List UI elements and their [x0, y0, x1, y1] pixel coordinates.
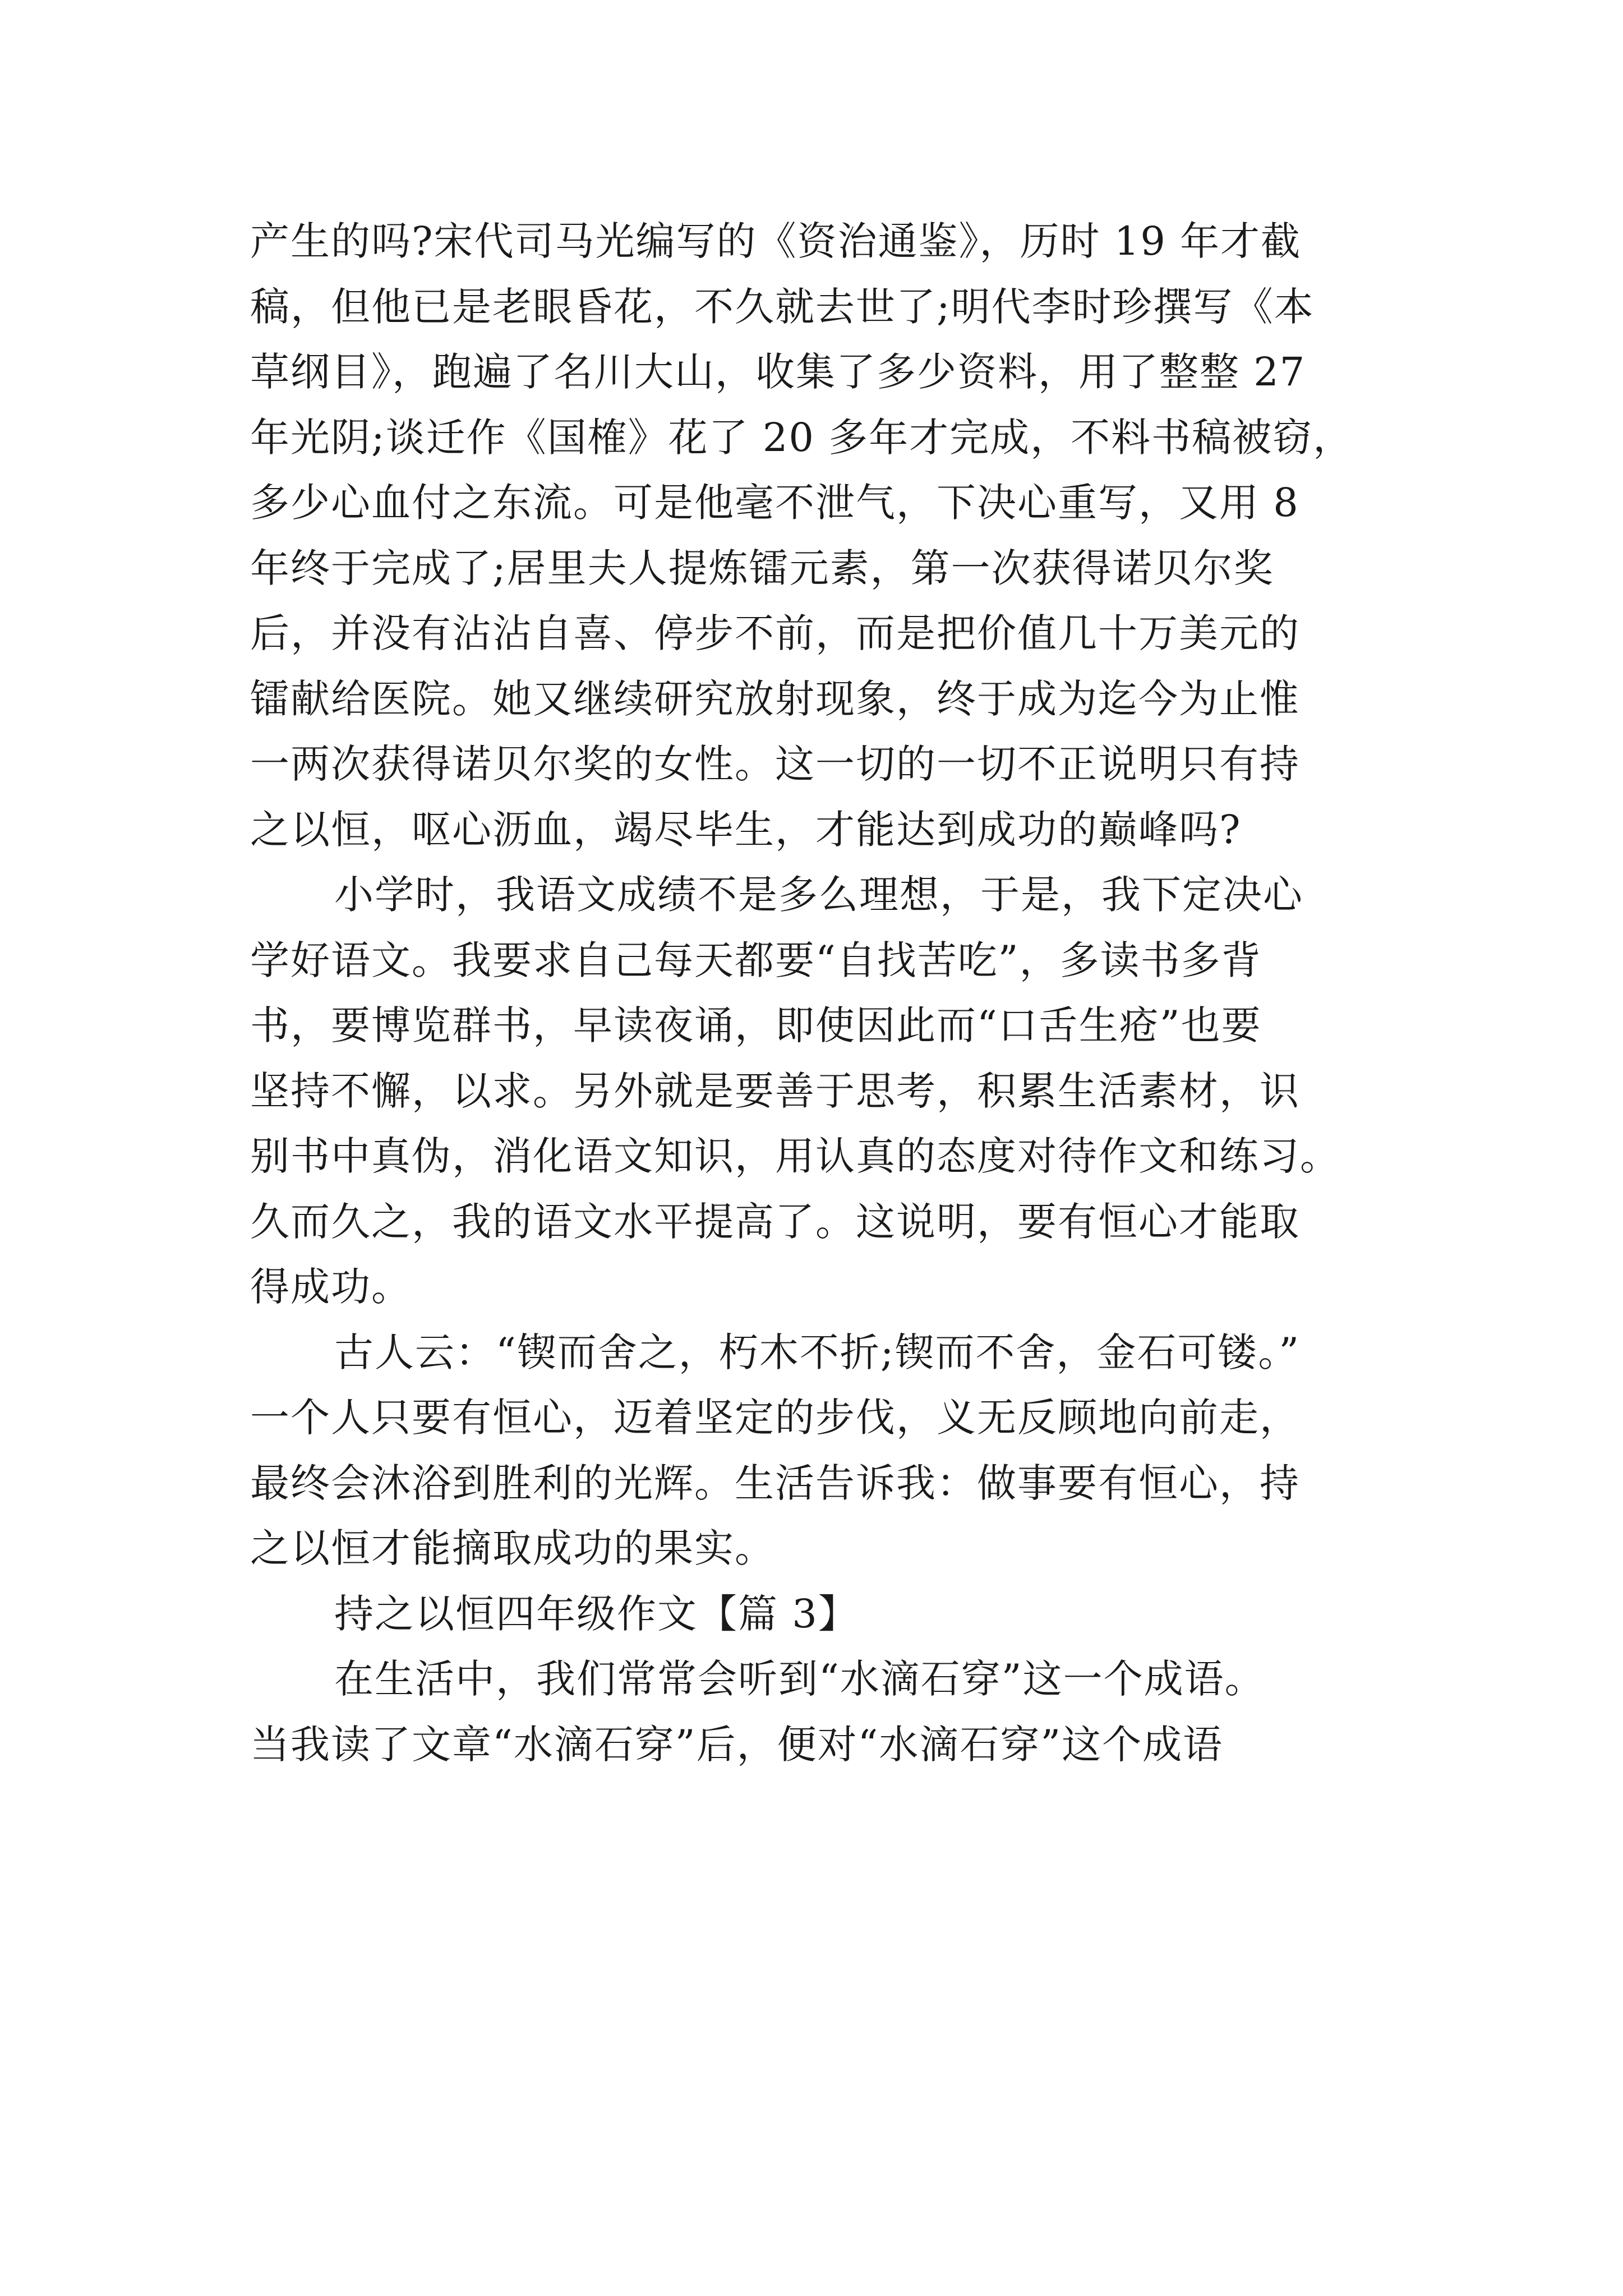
text-line: 镭献给医院。她又继续研究放射现象，终于成为迄今为止惟	[250, 675, 1300, 722]
text-line: 坚持不懈，以求。另外就是要善于思考，积累生活素材，识	[250, 1068, 1300, 1114]
text-line: 别书中真伪，消化语文知识，用认真的态度对待作文和练习。	[250, 1133, 1340, 1179]
text-line: 多少心血付之东流。可是他毫不泄气，下决心重写，又用 8	[250, 480, 1299, 526]
text-line: 得成功。	[250, 1264, 412, 1310]
paragraph-first-line: 在生活中，我们常常会听到“水滴石穿”这一个成语。	[334, 1656, 1265, 1702]
text-line: 书，要博览群书，早读夜诵，即使因此而“口舌生疮”也要	[250, 1002, 1262, 1048]
section-heading: 持之以恒四年级作文【篇 3】	[334, 1590, 859, 1637]
text-line: 稿，但他已是老眼昏花，不久就去世了;明代李时珍撰写《本	[250, 283, 1315, 330]
text-line: 之以恒才能摘取成功的果实。	[250, 1525, 775, 1571]
text-line: 产生的吗?宋代司马光编写的《资治通鉴》，历时 19 年才截	[250, 218, 1302, 264]
text-line: 草纲目》，跑遍了名川大山，收集了多少资料，用了整整 27	[250, 349, 1306, 395]
paragraph-first-line: 古人云：“锲而舍之，朽木不折;锲而不舍，金石可镂。”	[334, 1329, 1301, 1375]
text-line: 后，并没有沾沾自喜、停步不前，而是把价值几十万美元的	[250, 610, 1300, 656]
text-line: 年光阴;谈迁作《国榷》花了 20 多年才完成，不料书稿被窃，	[250, 414, 1354, 461]
text-line: 年终于完成了;居里夫人提炼镭元素，第一次获得诺贝尔奖	[250, 545, 1274, 591]
body-text	[250, 209, 1394, 1777]
text-line: 最终会沐浴到胜利的光辉。生活告诉我：做事要有恒心，持	[250, 1460, 1300, 1506]
text-line: 久而久之，我的语文水平提高了。这说明，要有恒心才能取	[250, 1198, 1300, 1245]
paragraph-first-line: 小学时，我语文成绩不是多么理想，于是，我下定决心	[334, 872, 1303, 918]
text-line: 一两次获得诺贝尔奖的女性。这一切的一切不正说明只有持	[250, 741, 1300, 787]
text-line: 一个人只要有恒心，迈着坚定的步伐，义无反顾地向前走，	[250, 1395, 1300, 1441]
text-line: 学好语文。我要求自己每天都要“自找苦吃”，多读书多背	[250, 937, 1262, 983]
text-line: 之以恒，呕心沥血，竭尽毕生，才能达到成功的巅峰吗?	[250, 806, 1242, 853]
text-line: 当我读了文章“水滴石穿”后，便对“水滴石穿”这个成语	[250, 1721, 1224, 1768]
